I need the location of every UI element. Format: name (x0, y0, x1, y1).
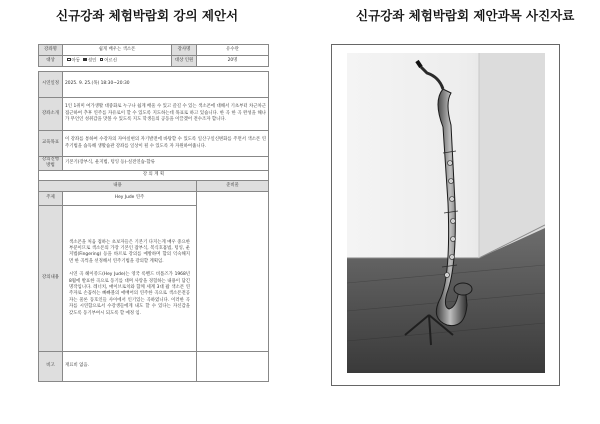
plan-title: 강 의 계 획 (39, 170, 269, 180)
goal-row (39, 131, 269, 157)
saxophone-photo-icon (347, 53, 545, 373)
target-options (63, 56, 172, 67)
method-row (39, 157, 269, 171)
target-child-checkbox[interactable] (67, 58, 71, 62)
notes-row (39, 351, 269, 381)
notes-materials-cell (197, 351, 269, 381)
notes-value: 재료비 없음. (63, 351, 197, 381)
content-header: 내용 (39, 180, 197, 191)
datetime-row (39, 72, 269, 98)
instructor-value: 유수란 (197, 45, 269, 56)
course-name-value: 쉽게 배우는 색소폰 (63, 45, 172, 56)
intro-label: 강좌소개 (39, 98, 63, 131)
target-senior-label: 어르신 (104, 57, 118, 63)
intro-row (39, 98, 269, 131)
notes-label: 비고 (39, 351, 63, 381)
content-paragraph-2: 시연 곡 헤이쥬드(Hey Jude)는 영국 록밴드 비틀즈가 1968년 8월에 발표한 곡으로 동기를 대며 사랑을 경험하는 내용이 담긴 명작입니다. 레너치, 매이브로치와 함께 세계 3대 팝 색소폰 연주자로 손꼽히는 빠빠블의 애배어의 연주한 곡으로 색소폰전공자는 물론 동호인들 사이에서 인기있는 곡하였니다. 이러한 곡자를 시연함으로서 수강생들에게 내도 할 수 있다는 자신감을 갖도록 동기부여시 되도록 할 예정 임. (69, 272, 191, 316)
proposal-form-table (38, 44, 269, 382)
method-label: 강의진행방법 (39, 157, 63, 171)
plan-header-row (39, 180, 269, 191)
photo-frame (331, 44, 560, 386)
datetime-label: 시연일정 (39, 72, 63, 98)
photo-page-title: 신규강좌 체험박람회 제안과목 사진자료 (356, 8, 575, 23)
headcount-value: 20명 (197, 56, 269, 67)
topic-row (39, 191, 269, 205)
content-label: 강의내용 (39, 205, 63, 351)
method-value: 기본기(장부식, 운지법, 텅잉 등)-실전연습-합류 (63, 157, 269, 171)
goal-text: 이 강좌를 통하여 수강자의 자아실현의 자기발전에 바탕할 수 있도록 일산구일신변화를 주면서 색소폰 연주기법을 습득해 생활습관 강좌를 일상이 될 수 있도록 자 자원하여줍니다. (65, 137, 267, 149)
headcount-label: 대상 인원 (172, 56, 197, 67)
datetime-value: 2025. 9. 25.(목) 18:30~20:30 (63, 72, 269, 98)
content-paragraph-1: 색소폰을 처음 접하는 초보자들은 기본기 다지는게 매우 중요한 부분이므로 색소폰의 가장 기본인 잡부식, 복식호흡법, 텅잉, 운지법(Fingering) 등을 바르로 강의를 예방하며 합의 익숙해지면 한 곡씩을 선정해서 연주기법을 강의할 계획임. (69, 239, 191, 264)
goal-label: 교육목표 (39, 131, 63, 157)
materials-cell (197, 191, 269, 351)
course-row (39, 45, 269, 56)
target-label: 대상 (39, 56, 63, 67)
target-child-label: 아동 (71, 57, 80, 63)
intro-text: 1인 1취미 여가생활 대중화로 누구나 쉽게 배울 수 있고 즐길 수 있는 색소폰에 대해서 기초부터 차근차근 접근하여 추후 연주를 자유로이 할 수 있도록 지도하는데 목표로 하고 있습니다. 한 곡 한 곡 완성을 해나가 무언인 성취감을 맛볼 수 있도록 지도 학생들의 공동을 이끌겠어 전수조자 합니다. (65, 104, 267, 123)
saxophone-photo (347, 53, 545, 373)
topic-value: Hey Jude 연주 (63, 191, 197, 205)
materials-header: 준비물 (197, 180, 269, 191)
target-adult-label: 성인 (87, 57, 97, 63)
instructor-label: 강사명 (172, 45, 197, 56)
proposal-title: 신규강좌 체험박람회 강의 제안서 (56, 8, 239, 23)
course-name-label: 강좌명 (39, 45, 63, 56)
target-senior-checkbox[interactable] (100, 58, 104, 62)
topic-label: 주제 (39, 191, 63, 205)
target-adult-checkbox[interactable] (83, 58, 87, 62)
target-row (39, 56, 269, 67)
plan-title-row (39, 170, 269, 180)
